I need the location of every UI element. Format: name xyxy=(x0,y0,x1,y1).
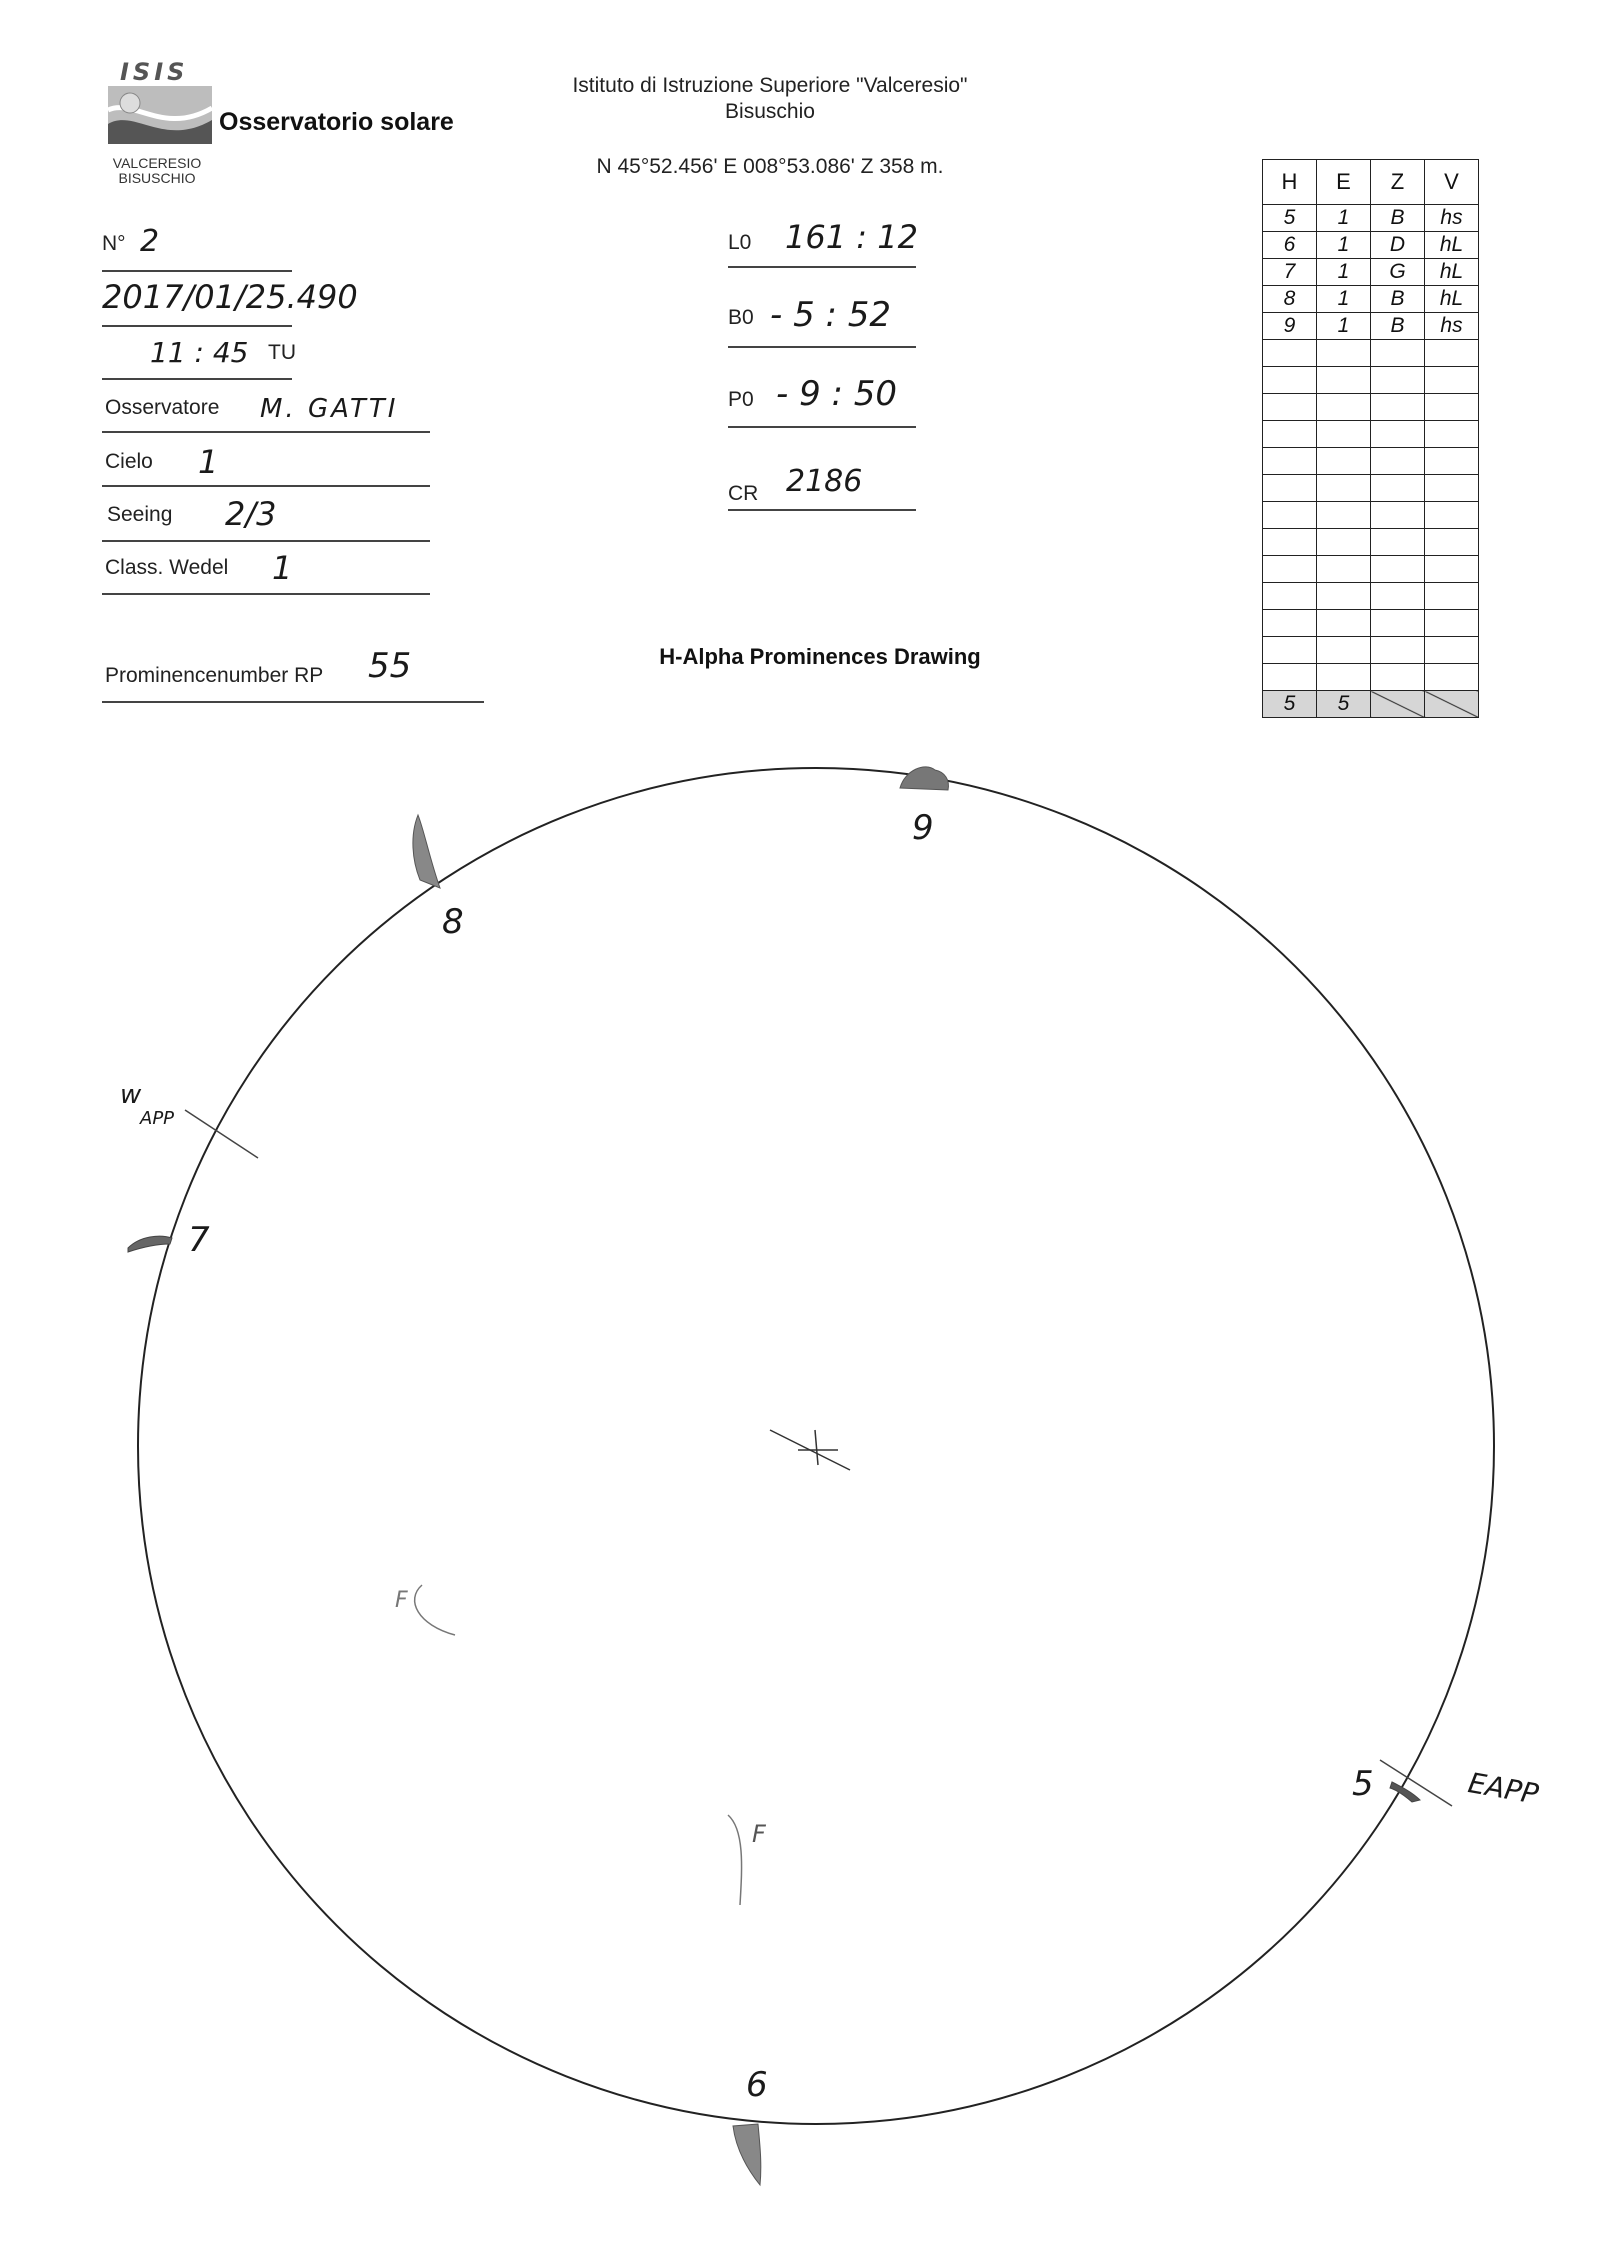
sky-value: 1 xyxy=(198,443,219,481)
table-total-row xyxy=(1263,691,1479,718)
table-row-empty xyxy=(1263,529,1479,556)
cell-empty xyxy=(1263,583,1317,610)
cell-empty xyxy=(1425,448,1479,475)
cell-empty xyxy=(1317,448,1371,475)
time-rule xyxy=(102,378,292,380)
table-row xyxy=(1263,313,1479,340)
cell-empty xyxy=(1263,664,1317,691)
cell-z: B xyxy=(1371,286,1425,313)
cell-empty xyxy=(1263,394,1317,421)
filament-lower xyxy=(728,1815,742,1905)
table-header-row xyxy=(1263,160,1479,205)
prominence-label-6: 6 xyxy=(746,2065,768,2105)
cell-empty xyxy=(1371,475,1425,502)
date-rule xyxy=(102,325,292,327)
cell-z: B xyxy=(1371,205,1425,232)
cell-empty xyxy=(1425,583,1479,610)
table-row xyxy=(1263,259,1479,286)
prominence-number-value: 55 xyxy=(368,646,412,686)
cell-empty xyxy=(1371,502,1425,529)
cell-empty xyxy=(1371,367,1425,394)
west-axis-tick xyxy=(185,1110,258,1158)
cell-empty xyxy=(1263,556,1317,583)
cell-empty xyxy=(1317,502,1371,529)
cell-empty xyxy=(1263,367,1317,394)
cell-empty xyxy=(1425,610,1479,637)
cell-empty xyxy=(1425,637,1479,664)
header-z: Z xyxy=(1371,160,1425,205)
prominence-sketch-7 xyxy=(128,1236,172,1252)
cell-v: hL xyxy=(1425,259,1479,286)
logo-brand: ISIS xyxy=(120,58,189,86)
filament-label-lower: F xyxy=(752,1820,766,1848)
header-e: E xyxy=(1317,160,1371,205)
cell-empty xyxy=(1263,421,1317,448)
cell-empty xyxy=(1425,367,1479,394)
number-value: 2 xyxy=(140,224,160,259)
cell-empty xyxy=(1263,529,1317,556)
total-e: 5 xyxy=(1317,691,1371,718)
cell-empty xyxy=(1317,583,1371,610)
sky-rule xyxy=(102,485,430,487)
prominence-label-9: 9 xyxy=(912,808,934,848)
cell-empty xyxy=(1317,529,1371,556)
table-row-empty xyxy=(1263,610,1479,637)
seeing-rule xyxy=(102,540,430,542)
table-row-empty xyxy=(1263,421,1479,448)
cell-empty xyxy=(1371,421,1425,448)
wedel-rule xyxy=(102,593,430,595)
observatory-name: Osservatorio solare xyxy=(219,108,454,136)
total-h: 5 xyxy=(1263,691,1317,718)
cell-empty xyxy=(1425,556,1479,583)
institute-town: Bisuschio xyxy=(725,100,815,123)
cell-empty xyxy=(1371,448,1425,475)
cr-label: CR xyxy=(728,482,759,505)
wedel-label: Class. Wedel xyxy=(105,556,229,579)
prominence-number-rule xyxy=(102,701,484,703)
cell-empty xyxy=(1371,583,1425,610)
institute-name: Istituto di Istruzione Superiore "Valceresio" xyxy=(572,74,968,97)
seeing-label: Seeing xyxy=(107,503,173,526)
table-row xyxy=(1263,232,1479,259)
total-v-blank xyxy=(1425,691,1479,718)
cell-z: D xyxy=(1371,232,1425,259)
prominence-sketch-9 xyxy=(900,767,948,790)
cell-v: hs xyxy=(1425,205,1479,232)
table-row xyxy=(1263,286,1479,313)
cell-empty xyxy=(1317,394,1371,421)
cell-e: 1 xyxy=(1317,232,1371,259)
sky-label: Cielo xyxy=(105,450,153,473)
east-label: EAPP xyxy=(1465,1766,1541,1811)
west-label: w xyxy=(120,1080,142,1110)
cell-z: B xyxy=(1371,313,1425,340)
date-value: 2017/01/25.490 xyxy=(102,278,358,316)
empty-rows xyxy=(1263,340,1479,691)
observer-rule xyxy=(102,431,430,433)
seeing-value: 2/3 xyxy=(225,495,277,533)
table-row-empty xyxy=(1263,664,1479,691)
header-h: H xyxy=(1263,160,1317,205)
cell-empty xyxy=(1371,556,1425,583)
logo xyxy=(104,58,214,188)
cell-v: hL xyxy=(1425,232,1479,259)
p0-label: P0 xyxy=(728,388,754,411)
cell-h: 7 xyxy=(1263,259,1317,286)
filament-label-left: F xyxy=(395,1588,408,1613)
l0-value: 161 : 12 xyxy=(785,218,918,256)
cell-empty xyxy=(1317,367,1371,394)
cell-empty xyxy=(1317,421,1371,448)
cell-v: hs xyxy=(1425,313,1479,340)
cell-empty xyxy=(1425,340,1479,367)
logo-subtitle-1: VALCERESIO xyxy=(112,155,202,171)
cell-empty xyxy=(1263,340,1317,367)
table-row-empty xyxy=(1263,394,1479,421)
cr-value: 2186 xyxy=(786,464,863,499)
cell-z: G xyxy=(1371,259,1425,286)
cell-e: 1 xyxy=(1317,205,1371,232)
cell-empty xyxy=(1371,340,1425,367)
b0-rule xyxy=(728,346,916,348)
cell-empty xyxy=(1263,637,1317,664)
cell-empty xyxy=(1263,502,1317,529)
cr-rule xyxy=(728,509,916,511)
l0-label: L0 xyxy=(728,231,752,254)
wedel-value: 1 xyxy=(272,549,293,587)
table-row-empty xyxy=(1263,637,1479,664)
header-v: V xyxy=(1425,160,1479,205)
logo-subtitle-2: BISUSCHIO xyxy=(118,170,196,186)
cell-h: 6 xyxy=(1263,232,1317,259)
cell-empty xyxy=(1425,664,1479,691)
cell-e: 1 xyxy=(1317,286,1371,313)
cell-empty xyxy=(1425,502,1479,529)
time-value: 11 : 45 xyxy=(150,336,249,369)
prominence-label-8: 8 xyxy=(442,902,464,942)
cell-v: hL xyxy=(1425,286,1479,313)
cell-empty xyxy=(1425,421,1479,448)
cell-empty xyxy=(1371,394,1425,421)
b0-label: B0 xyxy=(728,306,754,329)
table-row-empty xyxy=(1263,340,1479,367)
cell-empty xyxy=(1317,664,1371,691)
cell-empty xyxy=(1371,664,1425,691)
table-row-empty xyxy=(1263,367,1479,394)
cell-empty xyxy=(1371,637,1425,664)
b0-value: - 5 : 52 xyxy=(770,295,892,335)
cell-empty xyxy=(1317,556,1371,583)
total-z-blank xyxy=(1371,691,1425,718)
p0-rule xyxy=(728,426,916,428)
table-row-empty xyxy=(1263,502,1479,529)
cell-empty xyxy=(1425,529,1479,556)
cell-empty xyxy=(1317,340,1371,367)
p0-value: - 9 : 50 xyxy=(776,374,898,414)
prominence-number-label: Prominencenumber RP xyxy=(105,664,324,687)
disk-center-cross xyxy=(770,1430,850,1470)
table-row xyxy=(1263,205,1479,232)
cell-e: 1 xyxy=(1317,313,1371,340)
cell-h: 9 xyxy=(1263,313,1317,340)
cell-empty xyxy=(1263,475,1317,502)
solar-disk-drawing xyxy=(0,740,1600,2200)
table-row-empty xyxy=(1263,556,1479,583)
west-sub-label: APP xyxy=(140,1108,175,1129)
prominence-sketch-8 xyxy=(413,815,440,888)
time-unit: TU xyxy=(268,341,296,364)
observatory-coordinates: N 45°52.456' E 008°53.086' Z 358 m. xyxy=(596,155,944,178)
cell-empty xyxy=(1425,394,1479,421)
cell-h: 5 xyxy=(1263,205,1317,232)
prominence-table xyxy=(1262,159,1479,718)
cell-empty xyxy=(1425,475,1479,502)
cell-empty xyxy=(1317,610,1371,637)
cell-empty xyxy=(1263,610,1317,637)
observer-value: M. GATTI xyxy=(260,394,399,424)
l0-rule xyxy=(728,266,916,268)
observer-label: Osservatore xyxy=(105,396,220,419)
filament-left xyxy=(415,1585,455,1635)
number-rule xyxy=(102,270,292,272)
prominence-label-5: 5 xyxy=(1352,1764,1374,1804)
cell-e: 1 xyxy=(1317,259,1371,286)
table-row-empty xyxy=(1263,583,1479,610)
cell-empty xyxy=(1317,475,1371,502)
cell-empty xyxy=(1371,529,1425,556)
prominence-label-7: 7 xyxy=(188,1220,210,1260)
number-label: N° xyxy=(102,232,126,255)
table-row-empty xyxy=(1263,475,1479,502)
prominence-sketch-6 xyxy=(733,2124,761,2185)
cell-empty xyxy=(1371,610,1425,637)
cell-h: 8 xyxy=(1263,286,1317,313)
cell-empty xyxy=(1263,448,1317,475)
drawing-title: H-Alpha Prominences Drawing xyxy=(659,644,981,669)
cell-empty xyxy=(1317,637,1371,664)
table-row-empty xyxy=(1263,448,1479,475)
